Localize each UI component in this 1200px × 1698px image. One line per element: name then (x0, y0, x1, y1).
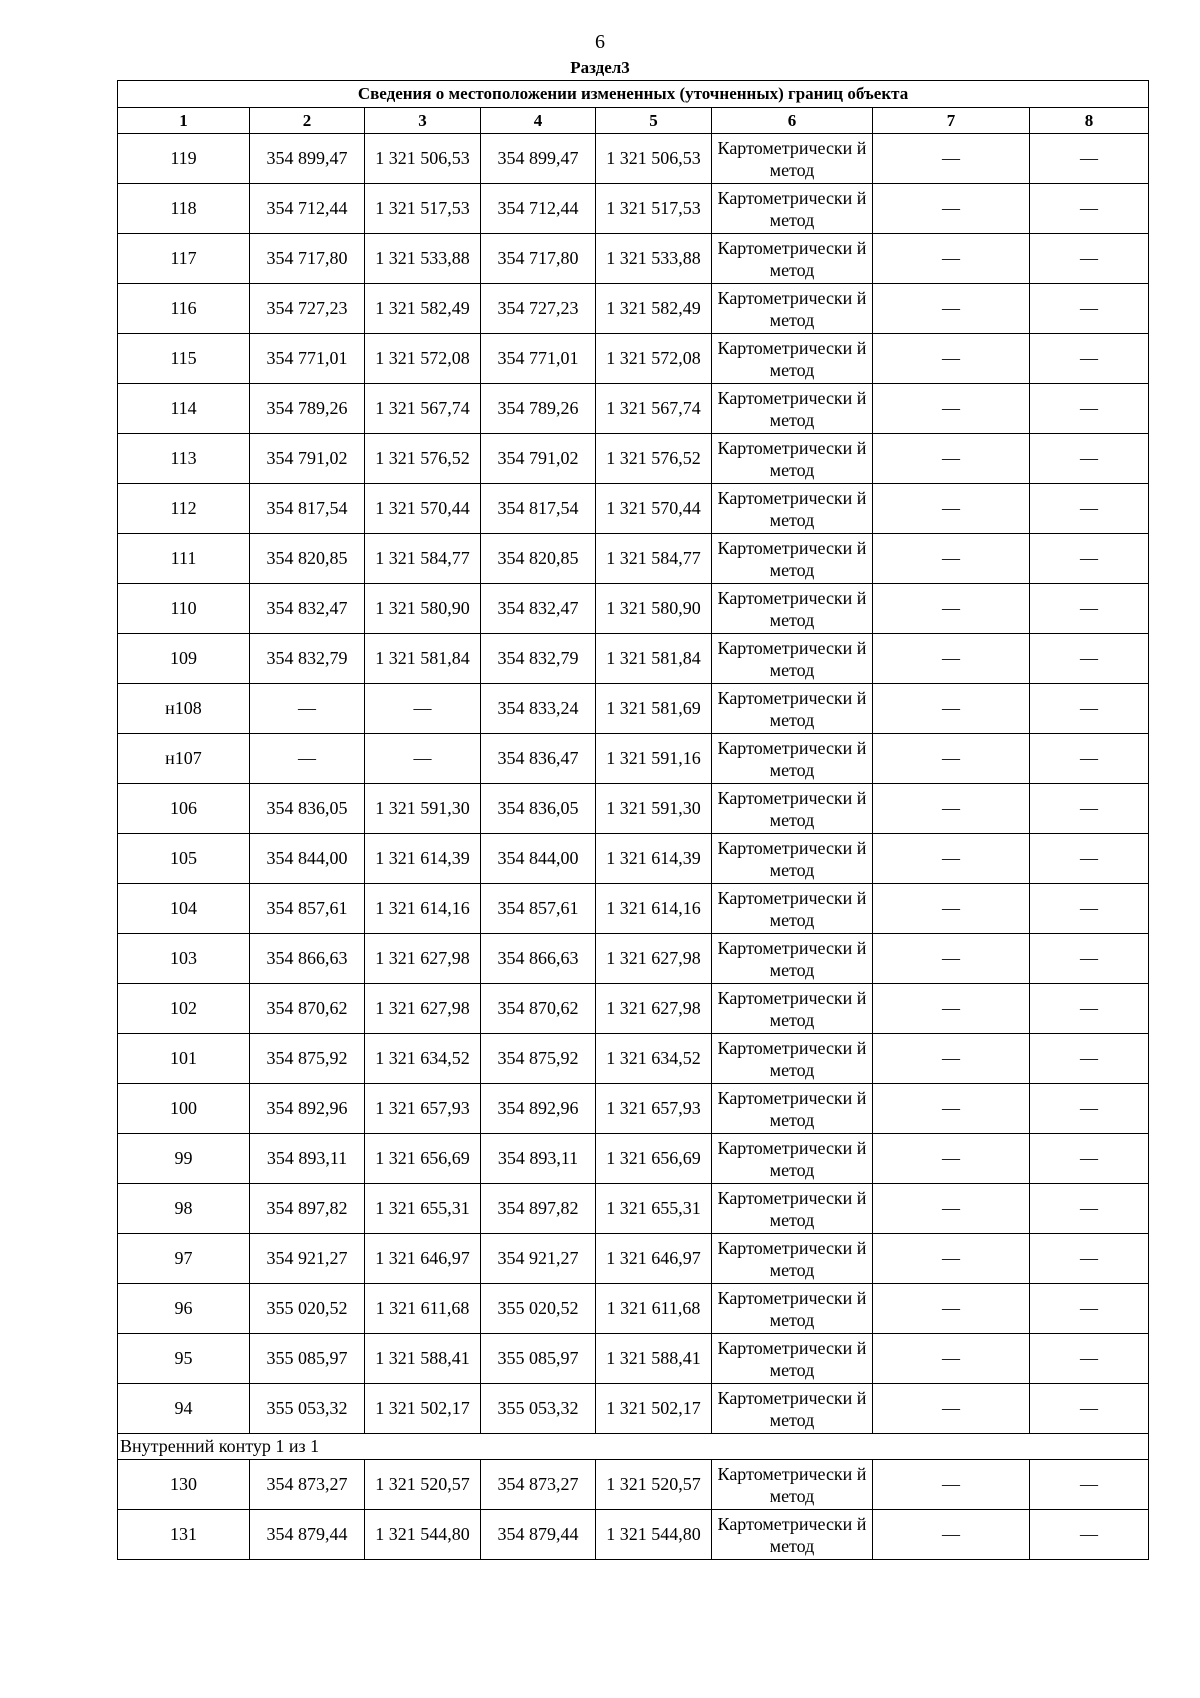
column-8-cell: — (1030, 634, 1149, 684)
x-new-cell: 354 897,82 (481, 1184, 596, 1234)
column-7-cell: — (873, 1134, 1030, 1184)
y-new-cell: 1 321 502,17 (596, 1384, 712, 1434)
table-row (118, 1384, 1149, 1434)
y-old-cell: 1 321 656,69 (365, 1134, 481, 1184)
table-row (118, 1234, 1149, 1284)
method-cell: Картометрически й метод (712, 1510, 873, 1560)
y-new-cell: 1 321 611,68 (596, 1284, 712, 1334)
column-number: 7 (873, 108, 1030, 134)
page-number: 6 (595, 31, 605, 53)
inner-contour-row (118, 1434, 1149, 1460)
y-old-cell: 1 321 627,98 (365, 934, 481, 984)
point-number-cell: 104 (118, 884, 250, 934)
x-new-cell: 354 771,01 (481, 334, 596, 384)
table-row (118, 1510, 1149, 1560)
point-number-cell: 102 (118, 984, 250, 1034)
x-new-cell: 354 789,26 (481, 384, 596, 434)
column-7-cell: — (873, 234, 1030, 284)
x-new-cell: 354 712,44 (481, 184, 596, 234)
x-new-cell: 354 836,05 (481, 784, 596, 834)
y-old-cell: 1 321 634,52 (365, 1034, 481, 1084)
column-number: 6 (712, 108, 873, 134)
table-row (118, 1284, 1149, 1334)
y-new-cell: 1 321 614,16 (596, 884, 712, 934)
y-new-cell: 1 321 634,52 (596, 1034, 712, 1084)
point-number-cell: 94 (118, 1384, 250, 1434)
method-cell: Картометрически й метод (712, 184, 873, 234)
point-number-cell: н108 (118, 684, 250, 734)
x-old-cell: 354 832,79 (250, 634, 365, 684)
x-new-cell: 354 844,00 (481, 834, 596, 884)
table-caption: Сведения о местоположении измененных (уточненных) границ объекта (118, 81, 1149, 108)
table-row (118, 384, 1149, 434)
x-new-cell: 354 833,24 (481, 684, 596, 734)
column-7-cell: — (873, 684, 1030, 734)
y-old-cell: 1 321 517,53 (365, 184, 481, 234)
x-new-cell: 355 020,52 (481, 1284, 596, 1334)
inner-contour-label: Внутренний контур 1 из 1 (118, 1434, 1149, 1460)
column-7-cell: — (873, 184, 1030, 234)
x-old-cell: — (250, 734, 365, 784)
x-old-cell: 354 712,44 (250, 184, 365, 234)
point-number-cell: 118 (118, 184, 250, 234)
x-new-cell: 354 820,85 (481, 534, 596, 584)
column-7-cell: — (873, 834, 1030, 884)
column-8-cell: — (1030, 784, 1149, 834)
y-old-cell: 1 321 614,16 (365, 884, 481, 934)
y-new-cell: 1 321 506,53 (596, 134, 712, 184)
point-number-cell: 97 (118, 1234, 250, 1284)
x-new-cell: 354 892,96 (481, 1084, 596, 1134)
table-row (118, 684, 1149, 734)
table-row (118, 784, 1149, 834)
point-number-cell: 96 (118, 1284, 250, 1334)
column-8-cell: — (1030, 1134, 1149, 1184)
y-old-cell: 1 321 580,90 (365, 584, 481, 634)
column-7-cell: — (873, 784, 1030, 834)
method-cell: Картометрически й метод (712, 284, 873, 334)
x-new-cell: 354 866,63 (481, 934, 596, 984)
column-8-cell: — (1030, 734, 1149, 784)
point-number-cell: 116 (118, 284, 250, 334)
column-8-cell: — (1030, 334, 1149, 384)
method-cell: Картометрически й метод (712, 1134, 873, 1184)
column-8-cell: — (1030, 1460, 1149, 1510)
y-old-cell: — (365, 684, 481, 734)
y-new-cell: 1 321 581,84 (596, 634, 712, 684)
x-new-cell: 354 879,44 (481, 1510, 596, 1560)
point-number-cell: 99 (118, 1134, 250, 1184)
x-old-cell: 354 771,01 (250, 334, 365, 384)
y-old-cell: 1 321 567,74 (365, 384, 481, 434)
column-8-cell: — (1030, 584, 1149, 634)
x-new-cell: 354 717,80 (481, 234, 596, 284)
y-new-cell: 1 321 517,53 (596, 184, 712, 234)
method-cell: Картометрически й метод (712, 684, 873, 734)
y-old-cell: 1 321 614,39 (365, 834, 481, 884)
point-number-cell: 106 (118, 784, 250, 834)
point-number-cell: 103 (118, 934, 250, 984)
column-7-cell: — (873, 734, 1030, 784)
column-8-cell: — (1030, 534, 1149, 584)
column-7-cell: — (873, 1460, 1030, 1510)
table-row (118, 1084, 1149, 1134)
y-new-cell: 1 321 576,52 (596, 434, 712, 484)
method-cell: Картометрически й метод (712, 634, 873, 684)
table-row (118, 234, 1149, 284)
column-8-cell: — (1030, 1510, 1149, 1560)
y-old-cell: 1 321 502,17 (365, 1384, 481, 1434)
x-new-cell: 354 727,23 (481, 284, 596, 334)
column-8-cell: — (1030, 1234, 1149, 1284)
x-old-cell: 354 875,92 (250, 1034, 365, 1084)
section-title: Раздел3 (570, 58, 630, 77)
y-new-cell: 1 321 580,90 (596, 584, 712, 634)
x-old-cell: 354 870,62 (250, 984, 365, 1034)
point-number-cell: 131 (118, 1510, 250, 1560)
column-8-cell: — (1030, 384, 1149, 434)
table-row (118, 284, 1149, 334)
column-8-cell: — (1030, 684, 1149, 734)
method-cell: Картометрически й метод (712, 1184, 873, 1234)
column-7-cell: — (873, 1334, 1030, 1384)
column-7-cell: — (873, 284, 1030, 334)
table-row (118, 1184, 1149, 1234)
x-old-cell: — (250, 684, 365, 734)
y-new-cell: 1 321 591,16 (596, 734, 712, 784)
y-old-cell: 1 321 588,41 (365, 1334, 481, 1384)
x-new-cell: 355 085,97 (481, 1334, 596, 1384)
x-new-cell: 354 893,11 (481, 1134, 596, 1184)
x-new-cell: 354 899,47 (481, 134, 596, 184)
x-old-cell: 355 020,52 (250, 1284, 365, 1334)
column-number-row (118, 108, 1149, 134)
column-8-cell: — (1030, 1284, 1149, 1334)
x-old-cell: 354 892,96 (250, 1084, 365, 1134)
x-old-cell: 354 857,61 (250, 884, 365, 934)
x-new-cell: 355 053,32 (481, 1384, 596, 1434)
y-new-cell: 1 321 582,49 (596, 284, 712, 334)
table-row (118, 834, 1149, 884)
point-number-cell: 113 (118, 434, 250, 484)
x-old-cell: 354 897,82 (250, 1184, 365, 1234)
method-cell: Картометрически й метод (712, 1460, 873, 1510)
table-row (118, 884, 1149, 934)
column-8-cell: — (1030, 934, 1149, 984)
y-new-cell: 1 321 567,74 (596, 384, 712, 434)
y-old-cell: 1 321 611,68 (365, 1284, 481, 1334)
method-cell: Картометрически й метод (712, 1384, 873, 1434)
y-old-cell: 1 321 533,88 (365, 234, 481, 284)
column-7-cell: — (873, 534, 1030, 584)
x-new-cell: 354 791,02 (481, 434, 596, 484)
y-old-cell: 1 321 627,98 (365, 984, 481, 1034)
column-8-cell: — (1030, 184, 1149, 234)
point-number-cell: 115 (118, 334, 250, 384)
point-number-cell: 119 (118, 134, 250, 184)
table-row (118, 634, 1149, 684)
method-cell: Картометрически й метод (712, 334, 873, 384)
inner-contour-section (118, 1434, 1149, 1460)
point-number-cell: 114 (118, 384, 250, 434)
column-7-cell: — (873, 134, 1030, 184)
x-old-cell: 354 727,23 (250, 284, 365, 334)
point-number-cell: 98 (118, 1184, 250, 1234)
column-number: 5 (596, 108, 712, 134)
method-cell: Картометрически й метод (712, 834, 873, 884)
y-old-cell: 1 321 570,44 (365, 484, 481, 534)
x-new-cell: 354 857,61 (481, 884, 596, 934)
method-cell: Картометрически й метод (712, 1334, 873, 1384)
method-cell: Картометрически й метод (712, 734, 873, 784)
x-new-cell: 354 832,79 (481, 634, 596, 684)
x-old-cell: 354 899,47 (250, 134, 365, 184)
y-new-cell: 1 321 591,30 (596, 784, 712, 834)
x-old-cell: 354 893,11 (250, 1134, 365, 1184)
y-old-cell: 1 321 506,53 (365, 134, 481, 184)
y-old-cell: 1 321 655,31 (365, 1184, 481, 1234)
column-8-cell: — (1030, 884, 1149, 934)
column-number: 3 (365, 108, 481, 134)
x-new-cell: 354 817,54 (481, 484, 596, 534)
column-7-cell: — (873, 584, 1030, 634)
y-new-cell: 1 321 572,08 (596, 334, 712, 384)
point-number-cell: 101 (118, 1034, 250, 1084)
table-row (118, 134, 1149, 184)
column-8-cell: — (1030, 1034, 1149, 1084)
x-new-cell: 354 873,27 (481, 1460, 596, 1510)
x-old-cell: 355 053,32 (250, 1384, 365, 1434)
method-cell: Картометрически й метод (712, 534, 873, 584)
x-old-cell: 354 844,00 (250, 834, 365, 884)
method-cell: Картометрически й метод (712, 1284, 873, 1334)
y-old-cell: 1 321 584,77 (365, 534, 481, 584)
x-new-cell: 354 875,92 (481, 1034, 596, 1084)
y-new-cell: 1 321 520,57 (596, 1460, 712, 1510)
point-number-cell: 111 (118, 534, 250, 584)
column-8-cell: — (1030, 484, 1149, 534)
method-cell: Картометрически й метод (712, 234, 873, 284)
y-new-cell: 1 321 655,31 (596, 1184, 712, 1234)
y-new-cell: 1 321 570,44 (596, 484, 712, 534)
y-old-cell: 1 321 544,80 (365, 1510, 481, 1560)
column-7-cell: — (873, 384, 1030, 434)
column-8-cell: — (1030, 1334, 1149, 1384)
column-7-cell: — (873, 484, 1030, 534)
outer-contour-rows (118, 134, 1149, 1434)
y-old-cell: 1 321 520,57 (365, 1460, 481, 1510)
column-7-cell: — (873, 1034, 1030, 1084)
table-row (118, 1034, 1149, 1084)
y-old-cell: 1 321 591,30 (365, 784, 481, 834)
method-cell: Картометрически й метод (712, 1084, 873, 1134)
x-new-cell: 354 870,62 (481, 984, 596, 1034)
x-old-cell: 354 820,85 (250, 534, 365, 584)
y-new-cell: 1 321 533,88 (596, 234, 712, 284)
table-row (118, 534, 1149, 584)
x-old-cell: 354 866,63 (250, 934, 365, 984)
column-8-cell: — (1030, 984, 1149, 1034)
table-row (118, 484, 1149, 534)
y-new-cell: 1 321 646,97 (596, 1234, 712, 1284)
column-7-cell: — (873, 434, 1030, 484)
column-number: 4 (481, 108, 596, 134)
column-7-cell: — (873, 634, 1030, 684)
column-7-cell: — (873, 1384, 1030, 1434)
column-8-cell: — (1030, 434, 1149, 484)
y-new-cell: 1 321 627,98 (596, 984, 712, 1034)
y-old-cell: — (365, 734, 481, 784)
method-cell: Картометрически й метод (712, 984, 873, 1034)
point-number-cell: 110 (118, 584, 250, 634)
y-new-cell: 1 321 581,69 (596, 684, 712, 734)
column-7-cell: — (873, 984, 1030, 1034)
method-cell: Картометрически й метод (712, 1234, 873, 1284)
y-old-cell: 1 321 657,93 (365, 1084, 481, 1134)
table-row (118, 334, 1149, 384)
point-number-cell: 109 (118, 634, 250, 684)
table-row (118, 1134, 1149, 1184)
column-number: 8 (1030, 108, 1149, 134)
column-8-cell: — (1030, 1084, 1149, 1134)
method-cell: Картометрически й метод (712, 934, 873, 984)
x-old-cell: 354 921,27 (250, 1234, 365, 1284)
table-row (118, 184, 1149, 234)
column-8-cell: — (1030, 834, 1149, 884)
table-row (118, 584, 1149, 634)
method-cell: Картометрически й метод (712, 134, 873, 184)
y-new-cell: 1 321 614,39 (596, 834, 712, 884)
point-number-cell: 100 (118, 1084, 250, 1134)
column-8-cell: — (1030, 234, 1149, 284)
y-new-cell: 1 321 657,93 (596, 1084, 712, 1134)
x-new-cell: 354 921,27 (481, 1234, 596, 1284)
x-old-cell: 354 789,26 (250, 384, 365, 434)
table-row (118, 984, 1149, 1034)
column-7-cell: — (873, 1184, 1030, 1234)
column-number: 2 (250, 108, 365, 134)
y-new-cell: 1 321 584,77 (596, 534, 712, 584)
method-cell: Картометрически й метод (712, 434, 873, 484)
y-old-cell: 1 321 572,08 (365, 334, 481, 384)
column-7-cell: — (873, 1510, 1030, 1560)
method-cell: Картометрически й метод (712, 784, 873, 834)
column-number: 1 (118, 108, 250, 134)
x-old-cell: 354 832,47 (250, 584, 365, 634)
x-new-cell: 354 832,47 (481, 584, 596, 634)
x-old-cell: 354 817,54 (250, 484, 365, 534)
table-row (118, 1460, 1149, 1510)
y-old-cell: 1 321 582,49 (365, 284, 481, 334)
x-old-cell: 354 836,05 (250, 784, 365, 834)
coordinates-table (117, 80, 1149, 1560)
point-number-cell: н107 (118, 734, 250, 784)
x-old-cell: 354 873,27 (250, 1460, 365, 1510)
column-8-cell: — (1030, 1384, 1149, 1434)
column-8-cell: — (1030, 1184, 1149, 1234)
point-number-cell: 95 (118, 1334, 250, 1384)
column-7-cell: — (873, 1084, 1030, 1134)
y-old-cell: 1 321 646,97 (365, 1234, 481, 1284)
y-new-cell: 1 321 588,41 (596, 1334, 712, 1384)
column-7-cell: — (873, 1234, 1030, 1284)
column-7-cell: — (873, 1284, 1030, 1334)
y-old-cell: 1 321 581,84 (365, 634, 481, 684)
x-old-cell: 354 791,02 (250, 434, 365, 484)
column-7-cell: — (873, 334, 1030, 384)
x-old-cell: 354 879,44 (250, 1510, 365, 1560)
point-number-cell: 117 (118, 234, 250, 284)
point-number-cell: 130 (118, 1460, 250, 1510)
x-new-cell: 354 836,47 (481, 734, 596, 784)
y-new-cell: 1 321 627,98 (596, 934, 712, 984)
method-cell: Картометрически й метод (712, 1034, 873, 1084)
method-cell: Картометрически й метод (712, 384, 873, 434)
method-cell: Картометрически й метод (712, 484, 873, 534)
table-row (118, 434, 1149, 484)
column-8-cell: — (1030, 134, 1149, 184)
point-number-cell: 112 (118, 484, 250, 534)
method-cell: Картометрически й метод (712, 884, 873, 934)
column-7-cell: — (873, 934, 1030, 984)
inner-contour-rows (118, 1460, 1149, 1560)
x-old-cell: 354 717,80 (250, 234, 365, 284)
method-cell: Картометрически й метод (712, 584, 873, 634)
column-8-cell: — (1030, 284, 1149, 334)
point-number-cell: 105 (118, 834, 250, 884)
table-row (118, 734, 1149, 784)
y-new-cell: 1 321 544,80 (596, 1510, 712, 1560)
x-old-cell: 355 085,97 (250, 1334, 365, 1384)
table-row (118, 934, 1149, 984)
y-old-cell: 1 321 576,52 (365, 434, 481, 484)
y-new-cell: 1 321 656,69 (596, 1134, 712, 1184)
table-row (118, 1334, 1149, 1384)
column-7-cell: — (873, 884, 1030, 934)
